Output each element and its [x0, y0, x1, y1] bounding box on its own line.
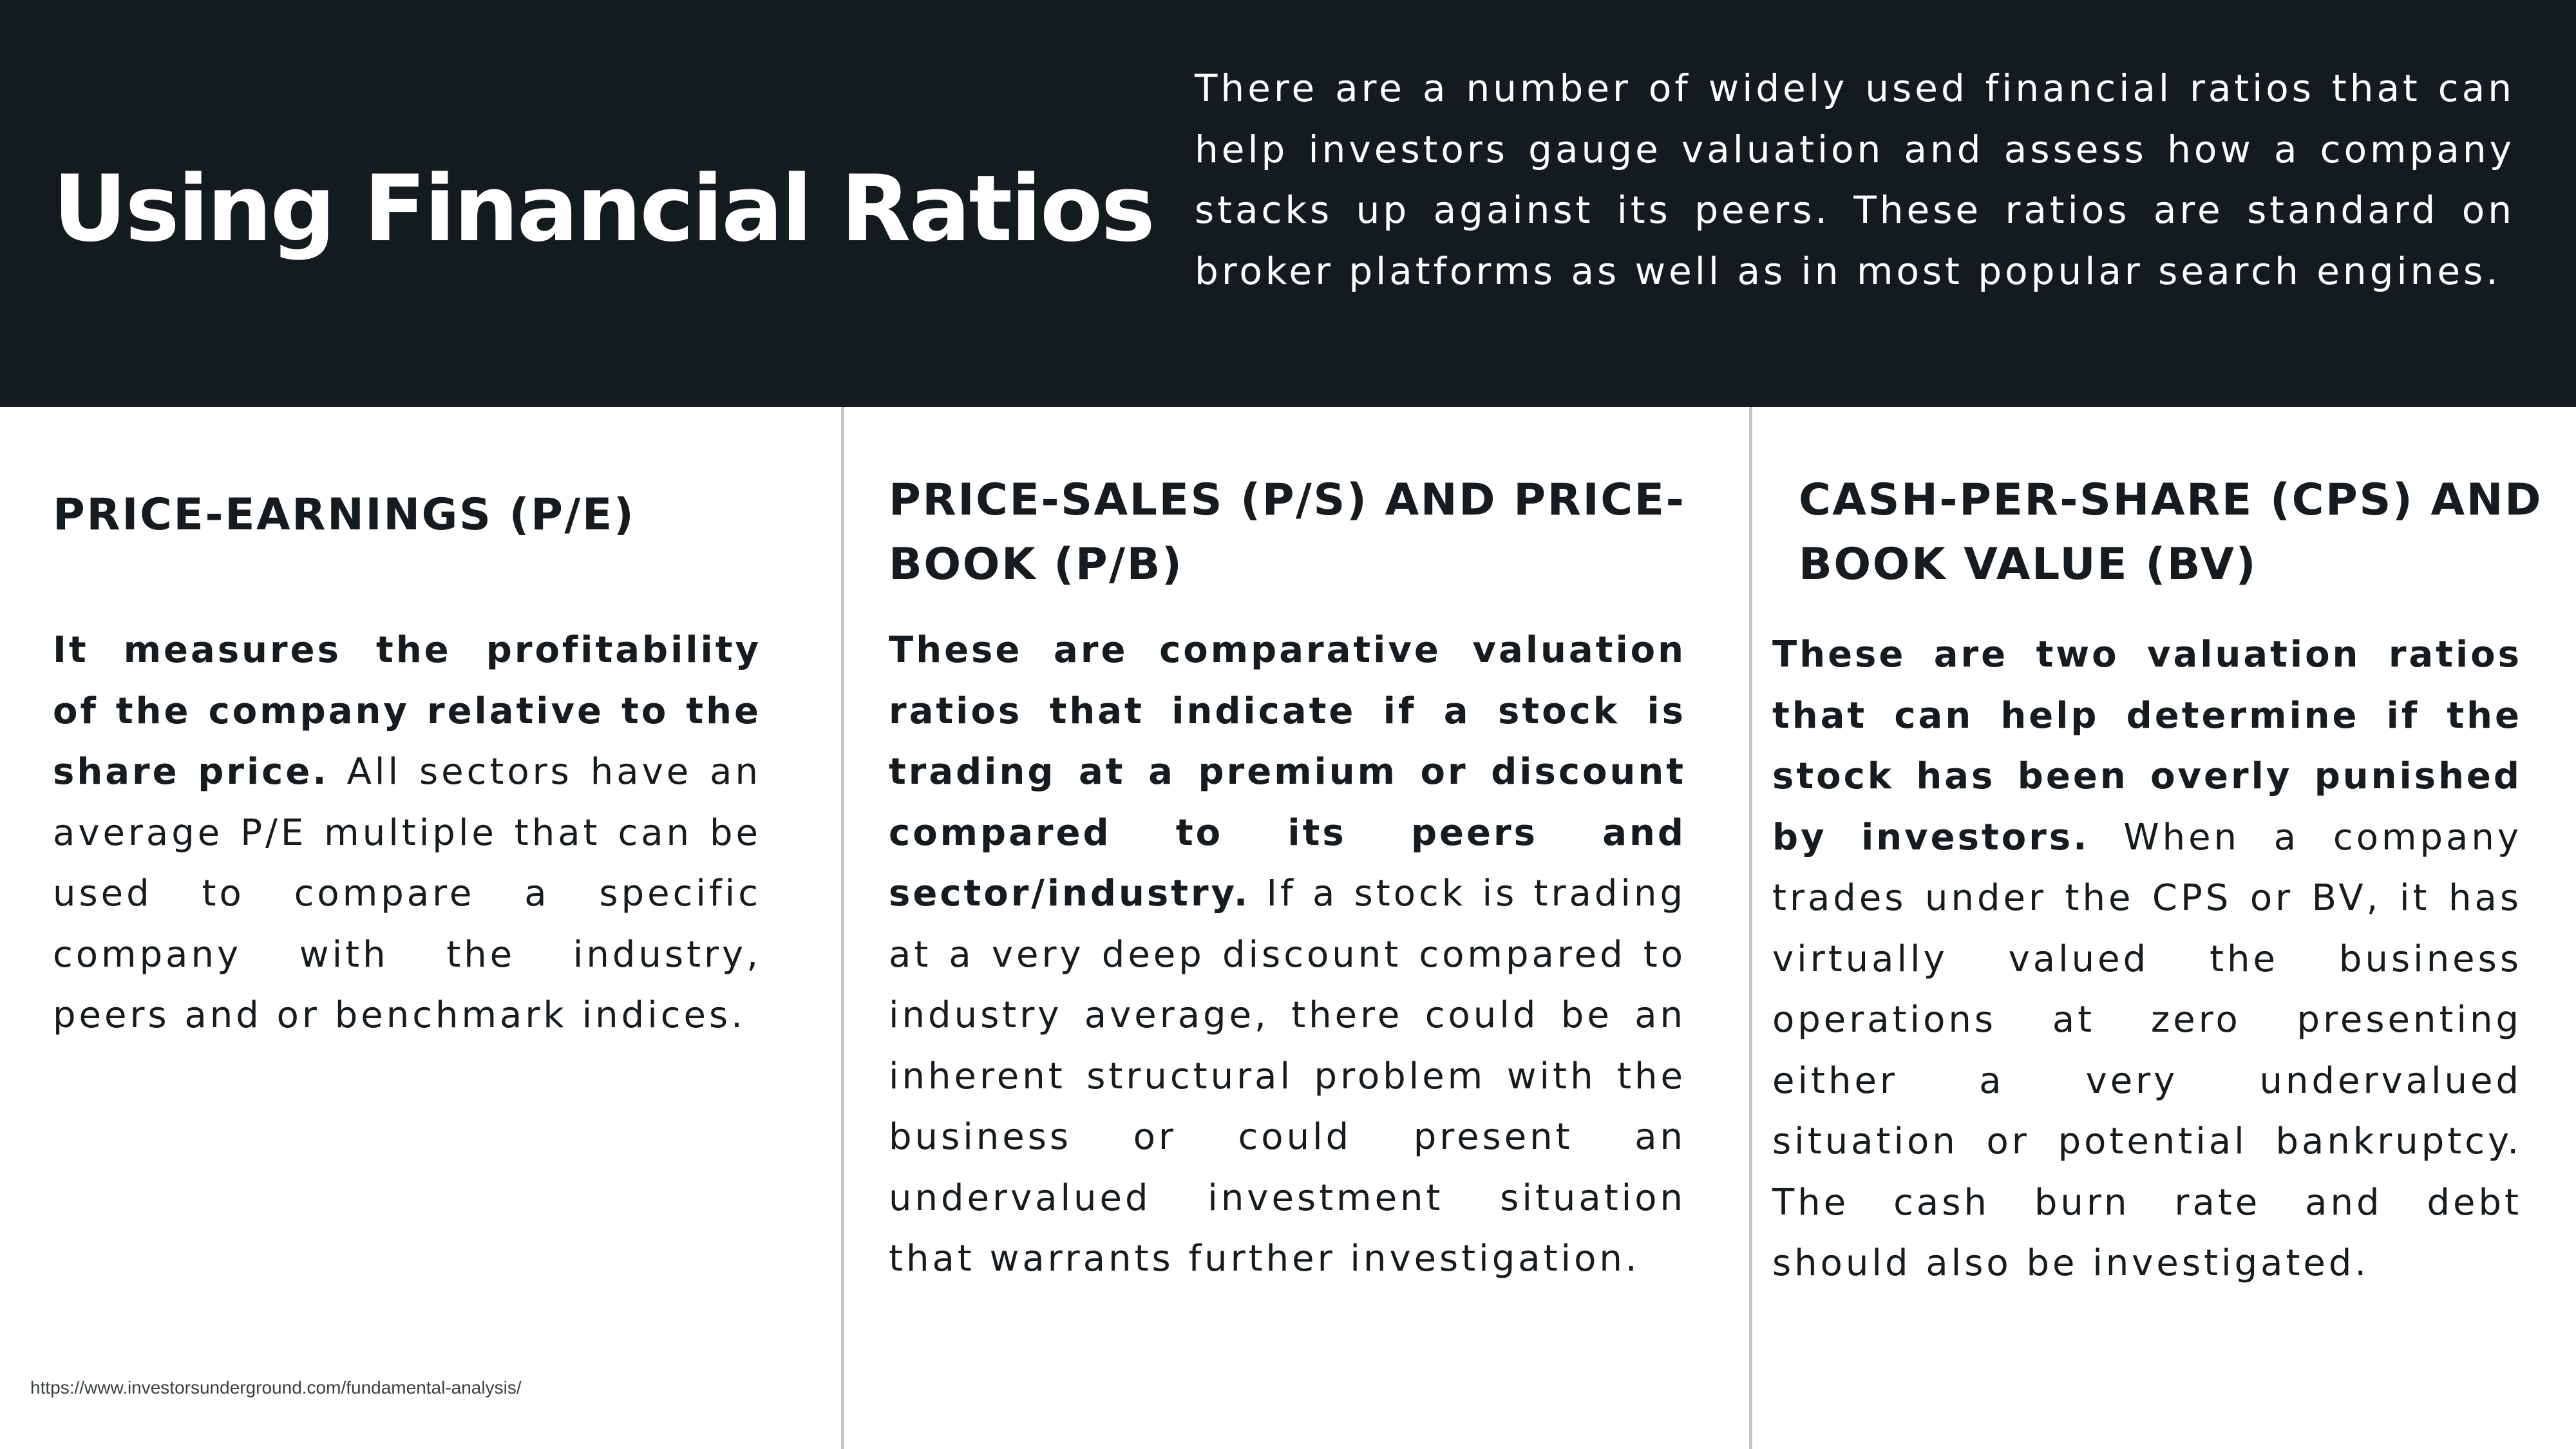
ps-pb-description	[889, 620, 1686, 1290]
header-banner	[0, 0, 2576, 407]
column-divider	[841, 407, 844, 1449]
intro-paragraph: There are a number of widely used financial ratios that can help investors gauge valuation and assess how a company stacks up against its peers. These ratios are standard on broker platforms as well as in most popular search engines.	[1195, 66, 2515, 293]
pe-description	[53, 620, 761, 1046]
ps-pb-lead-text: These are comparative valuation ratios that indicate if a stock is trading at a premium or discount compared to its peers and sector/industry.	[889, 629, 1686, 914]
page-title: Using Financial Ratios	[53, 156, 1153, 262]
cps-bv-body-text: When a company trades under the CPS or BV, it has virtually valued the business operations at zero presenting either a very undervalued situation or potential bankruptcy. The cash burn rate and debt should also be investigated.	[1772, 816, 2522, 1284]
pe-body-text: All sectors have an average P/E multiple that can be used to compare a specific company with the industry, peers and or benchmark indices.	[53, 751, 761, 1036]
source-link[interactable]: https://www.investorsunderground.com/fundamental-analysis/	[30, 1378, 522, 1397]
column-divider	[1749, 407, 1752, 1449]
pe-heading: PRICE-EARNINGS (P/E)	[53, 489, 636, 540]
pe-lead-text: It measures the profitability of the company relative to the share price.	[53, 629, 761, 793]
cps-bv-heading: CASH-PER-SHARE (CPS) AND BOOK VALUE (BV)	[1799, 475, 2543, 590]
ps-pb-heading: PRICE-SALES (P/S) AND PRICE-BOOK (P/B)	[889, 475, 1686, 590]
cps-bv-lead-text: These are two valuation ratios that can help determine if the stock has been overly punished by investors.	[1772, 634, 2522, 858]
cps-bv-description	[1772, 625, 2522, 1294]
ps-pb-body-text: If a stock is trading at a very deep discount compared to industry average, there could be an inherent structural problem with the business or could present an undervalued investment situation that warrants further investigation.	[889, 873, 1686, 1280]
